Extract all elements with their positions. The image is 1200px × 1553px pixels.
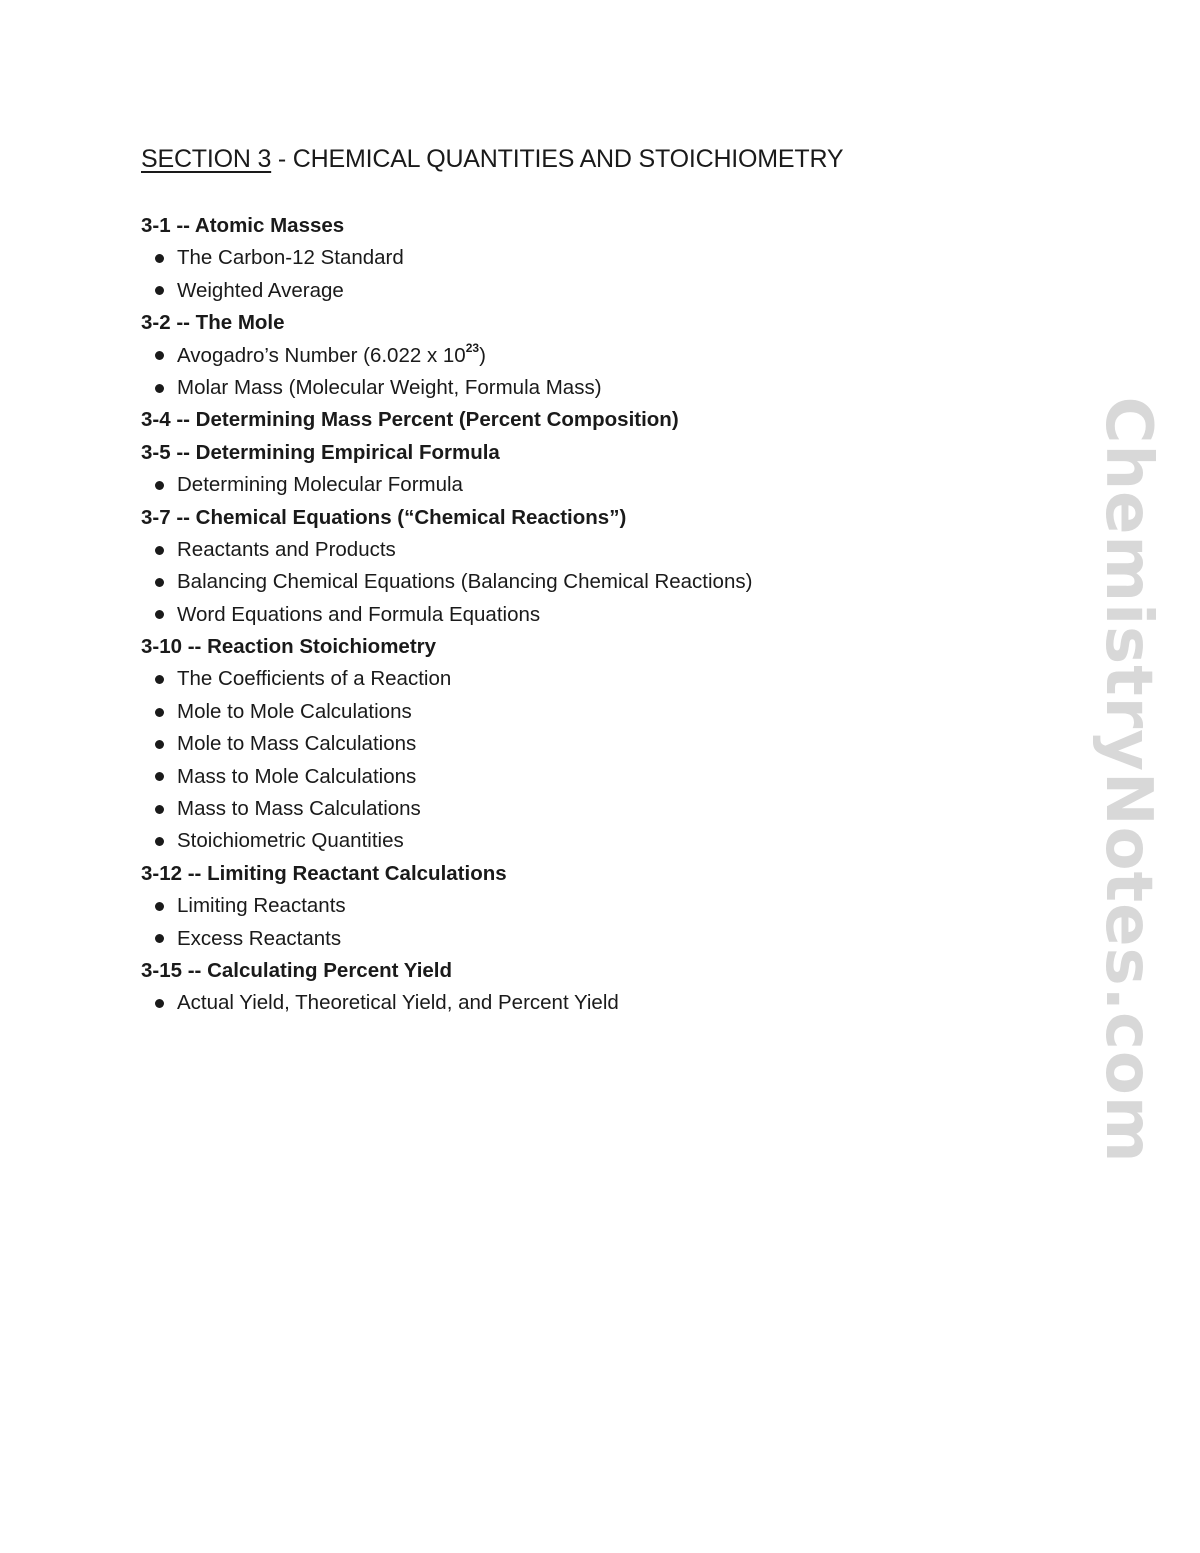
bullet-icon	[155, 351, 164, 360]
section-heading: 3-1 -- Atomic Masses	[141, 214, 345, 237]
bullet-icon	[155, 610, 164, 619]
section-heading: 3-4 -- Determining Mass Percent (Percent Composition)	[141, 408, 679, 432]
topic-label	[177, 340, 486, 372]
bullet-icon	[155, 254, 164, 263]
topic-label: Mole to Mole Calculations	[177, 699, 412, 723]
topic-list-item	[141, 663, 1041, 695]
topic-label: Stoichiometric Quantities	[177, 829, 404, 853]
title-separator: -	[271, 145, 293, 173]
bullet-icon	[155, 740, 164, 749]
topic-list-item	[141, 534, 1041, 566]
topic-label: The Coefficients of a Reaction	[177, 667, 452, 691]
topic-list-item	[141, 825, 1041, 857]
topic-label: Determining Molecular Formula	[177, 473, 463, 497]
topic-label: Word Equations and Formula Equations	[177, 602, 541, 626]
topic-list-item	[141, 566, 1041, 598]
topic-list-item	[141, 728, 1041, 760]
page-title	[141, 145, 843, 174]
section-heading: 3-2 -- The Mole	[141, 311, 285, 335]
topic-label: Weighted Average	[177, 278, 344, 302]
topic-label: The Carbon-12 Standard	[177, 246, 404, 270]
topic-list-item	[141, 242, 1041, 274]
topic-label: Actual Yield, Theoretical Yield, and Percent Yield	[177, 991, 619, 1015]
table-of-contents	[141, 210, 1041, 1020]
topic-list-item	[141, 890, 1041, 922]
bullet-icon	[155, 578, 164, 587]
bullet-icon	[155, 902, 164, 911]
topic-list-item	[141, 793, 1041, 825]
section-heading: 3-15 -- Calculating Percent Yield	[141, 958, 453, 982]
section-heading: 3-10 -- Reaction Stoichiometry	[141, 635, 437, 659]
section-label: SECTION 3	[141, 145, 272, 173]
topic-list-item	[141, 469, 1041, 501]
section-title-text: CHEMICAL QUANTITIES AND STOICHIOMETRY	[292, 145, 844, 173]
bullet-icon	[155, 384, 164, 393]
bullet-icon	[155, 805, 164, 814]
topic-list-item	[141, 275, 1041, 307]
topic-list-item	[141, 987, 1041, 1019]
topic-label: Balancing Chemical Equations (Balancing Chemical Reactions)	[177, 570, 753, 594]
topic-list-item	[141, 761, 1041, 793]
bullet-icon	[155, 286, 164, 295]
topic-label: Excess Reactants	[177, 926, 342, 950]
bullet-icon	[155, 708, 164, 717]
topic-list-item	[141, 599, 1041, 631]
topic-label: Reactants and Products	[177, 537, 396, 561]
topic-list-item	[141, 372, 1041, 404]
watermark: ChemistryNotes.com	[1091, 396, 1165, 1164]
avogadro-suffix: )	[479, 343, 486, 367]
bullet-icon	[155, 675, 164, 684]
section-heading: 3-12 -- Limiting Reactant Calculations	[141, 861, 507, 885]
topic-label: Mass to Mass Calculations	[177, 797, 421, 821]
bullet-icon	[155, 934, 164, 943]
bullet-icon	[155, 837, 164, 846]
topic-label: Limiting Reactants	[177, 894, 346, 918]
topic-label: Mole to Mass Calculations	[177, 732, 417, 756]
topic-list-item	[141, 340, 1041, 372]
bullet-icon	[155, 546, 164, 555]
bullet-icon	[155, 999, 164, 1008]
topic-list-item	[141, 696, 1041, 728]
topic-label: Mass to Mole Calculations	[177, 764, 417, 788]
section-heading: 3-7 -- Chemical Equations (“Chemical Reactions”)	[141, 505, 627, 529]
bullet-icon	[155, 481, 164, 490]
topic-list-item	[141, 923, 1041, 955]
section-heading: 3-5 -- Determining Empirical Formula	[141, 440, 500, 464]
avogadro-text: Avogadro’s Number (6.022 x 10	[177, 343, 466, 367]
topic-label: Molar Mass (Molecular Weight, Formula Mass)	[177, 375, 602, 399]
avogadro-exponent: 23	[465, 340, 480, 355]
bullet-icon	[155, 772, 164, 781]
